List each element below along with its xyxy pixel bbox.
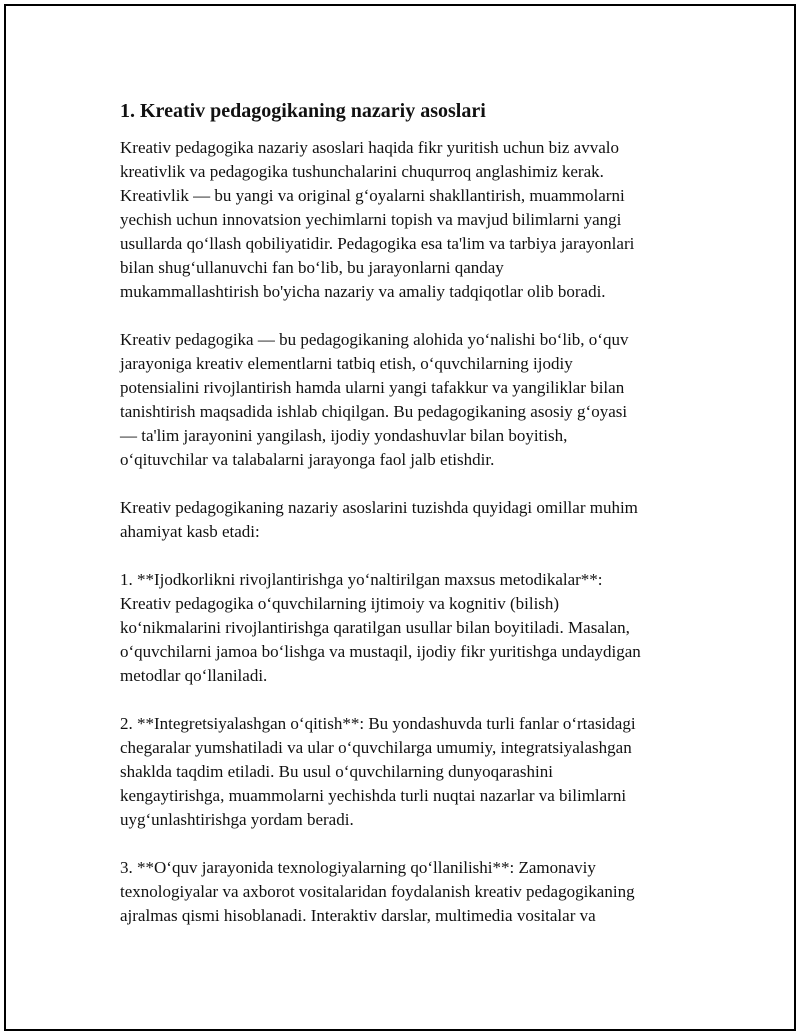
text-line: o‘quvchilarni jamoa bo‘lishga va mustaqil, ijodiy fikr yuritishga undaydigan xyxy=(120,642,641,661)
text-line: tanishtirish maqsadida ishlab chiqilgan. Bu pedagogikaning asosiy g‘oyasi xyxy=(120,402,628,421)
text-line: Kreativ pedagogika — bu pedagogikaning alohida yo‘nalishi bo‘lib, o‘quv xyxy=(120,330,629,349)
text-line: yechish uchun innovatsion yechimlarni topish va mavjud bilimlarni yangi xyxy=(120,210,622,229)
text-line: — ta'lim jarayonini yangilash, ijodiy yondashuvlar bilan boyitish, xyxy=(120,426,568,445)
text-line: bilan shug‘ullanuvchi fan bo‘lib, bu jarayonlarni qanday xyxy=(120,258,504,277)
paragraph-3 xyxy=(120,496,692,544)
list-item-1 xyxy=(120,568,692,688)
text-line: shaklda taqdim etiladi. Bu usul o‘quvchilarning dunyoqarashini xyxy=(120,762,553,781)
text-line: metodlar qo‘llaniladi. xyxy=(120,666,268,685)
text-line: texnologiyalar va axborot vositalaridan foydalanish kreativ pedagogikaning xyxy=(120,882,635,901)
text-line: kengaytirishga, muammolarni yechishda turli nuqtai nazarlar va bilimlarni xyxy=(120,786,627,805)
paragraph-2 xyxy=(120,328,692,472)
text-line: Kreativ pedagogika o‘quvchilarning ijtimoiy va kognitiv (bilish) xyxy=(120,594,560,613)
text-line: potensialini rivojlantirish hamda ularni yangi tafakkur va yangiliklar bilan xyxy=(120,378,625,397)
text-line: ko‘nikmalarini rivojlantirishga qaratilgan usullar bilan boyitiladi. Masalan, xyxy=(120,618,630,637)
text-line: uyg‘unlashtirishga yordam beradi. xyxy=(120,810,354,829)
list-item-2 xyxy=(120,712,692,832)
text-line: Kreativ pedagogikaning nazariy asoslarini tuzishda quyidagi omillar muhim xyxy=(120,498,638,517)
text-line: ajralmas qismi hisoblanadi. Interaktiv darslar, multimedia vositalar va xyxy=(120,906,596,925)
text-line: Kreativ pedagogika nazariy asoslari haqida fikr yuritish uchun biz avvalo xyxy=(120,138,619,157)
text-line: 3. **O‘quv jarayonida texnologiyalarning qo‘llanilishi**: Zamonaviy xyxy=(120,858,596,877)
page-frame xyxy=(4,4,796,1031)
text-line: mukammallashtirish bo'yicha nazariy va amaliy tadqiqotlar olib boradi. xyxy=(120,282,606,301)
text-line: usullarda qo‘llash qobiliyatidir. Pedagogika esa ta'lim va tarbiya jarayonlari xyxy=(120,234,635,253)
text-line: 1. **Ijodkorlikni rivojlantirishga yo‘naltirilgan maxsus metodikalar**: xyxy=(120,570,603,589)
text-line: o‘qituvchilar va talabalarni jarayonga faol jalb etishdir. xyxy=(120,450,495,469)
section-heading: 1. Kreativ pedagogikaning nazariy asoslari xyxy=(120,100,486,122)
text-line: Kreativlik — bu yangi va original g‘oyalarni shakllantirish, muammolarni xyxy=(120,186,625,205)
paragraph-1 xyxy=(120,136,692,304)
text-line: jarayoniga kreativ elementlarni tatbiq etish, o‘quvchilarning ijodiy xyxy=(120,354,573,373)
list-item-3 xyxy=(120,856,692,928)
document-body xyxy=(120,98,692,952)
text-line: ahamiyat kasb etadi: xyxy=(120,522,260,541)
text-line: chegaralar yumshatiladi va ular o‘quvchilarga umumiy, integratsiyalashgan xyxy=(120,738,632,757)
text-line: 2. **Integretsiyalashgan o‘qitish**: Bu yondashuvda turli fanlar o‘rtasidagi xyxy=(120,714,636,733)
text-line: kreativlik va pedagogika tushunchalarini chuqurroq anglashimiz kerak. xyxy=(120,162,604,181)
